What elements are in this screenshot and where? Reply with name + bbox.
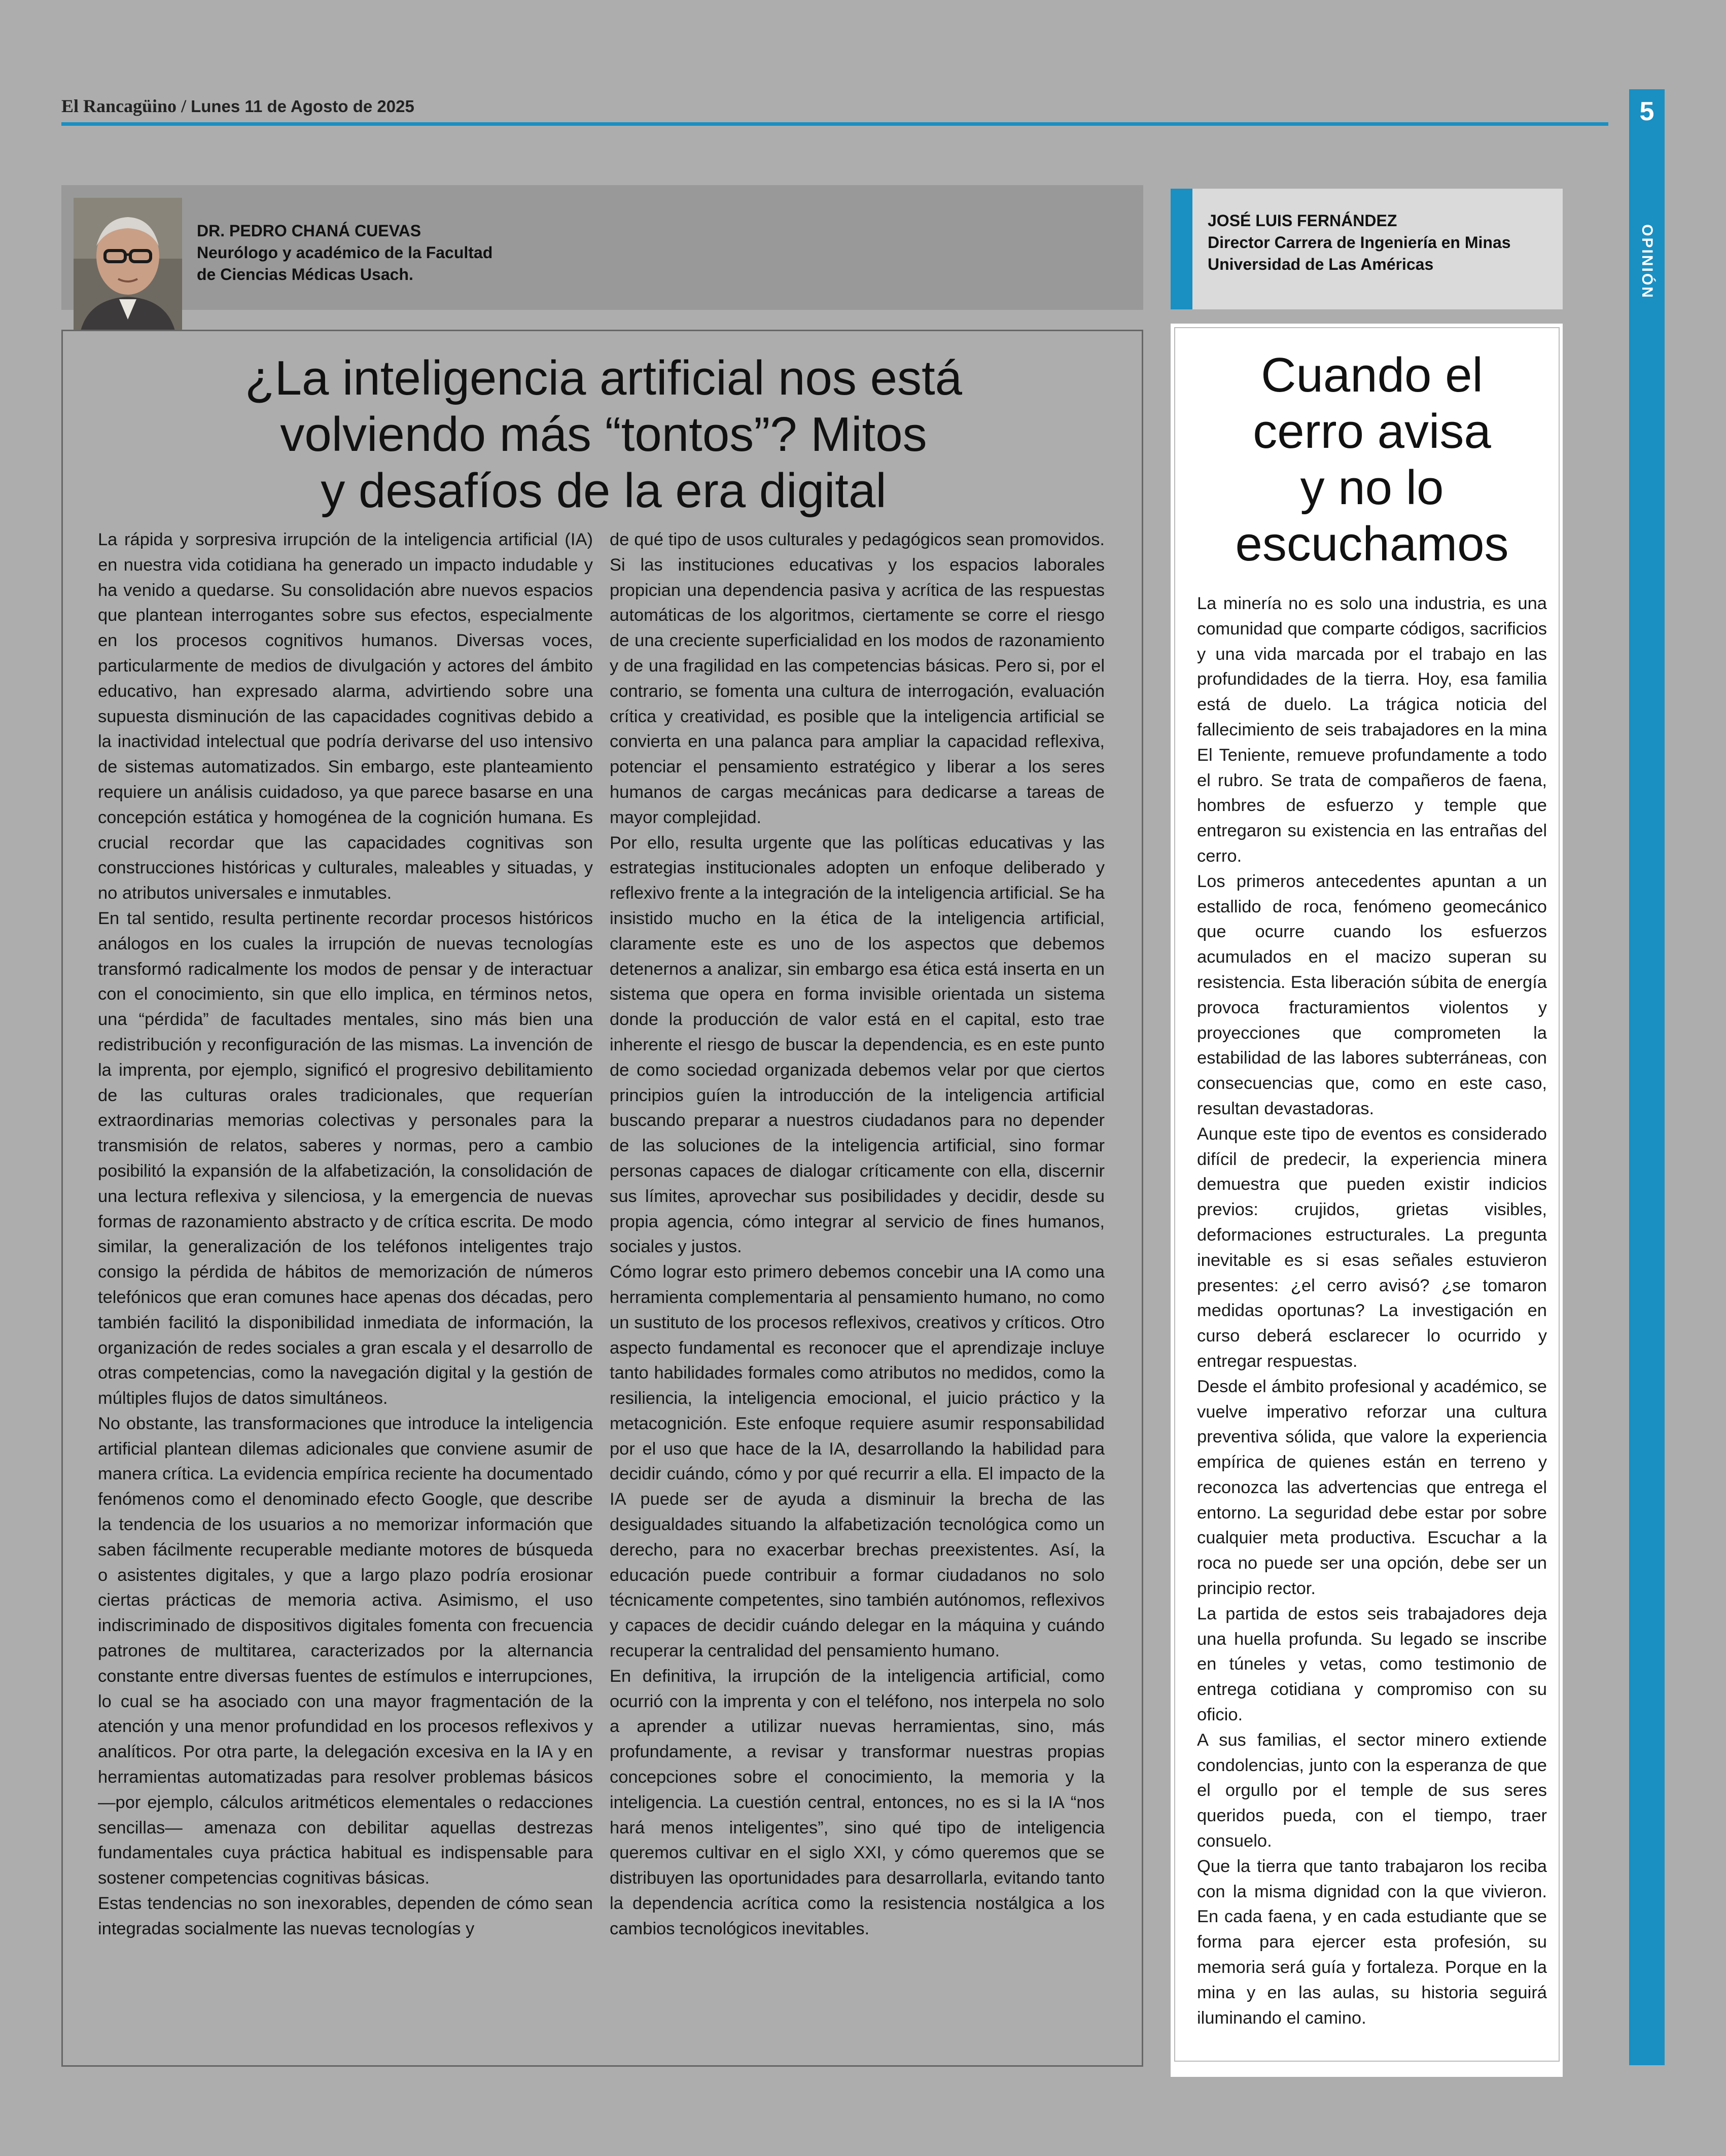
paragraph: No obstante, las transformaciones que introduce la inteligencia artificial plantean dilemas adicionales que conviene asumir de manera crítica. La evidencia empírica reciente ha documentado fenómenos como el denominado efecto Google, que describe la tendencia de los usuarios a no memorizar información que saben fácilmente recuperable mediante motores de búsqueda o asistentes digitales, y que a largo plazo podría erosionar ciertas prácticas de memoria activa. Asimismo, el uso indiscriminado de dispositivos digitales fomenta con frecuencia patrones de multitarea, caracterizados por la alternancia constante entre diversas fuentes de estímulos e interrupciones, lo cual se ha asociado con una mayor fragmentación de la atención y una menor profundidad en los procesos reflexivos y analíticos. Por otra parte, la delegación excesiva en la IA y en herramientas automatizadas para resolver problemas básicos —por ejemplo, cálculos aritméticos elementales o redacciones sencillas— amenaza con debilitar aquellas destrezas fundamentales cuya práctica habitual es indispensable para sostener competencias cognitivas básicas. (98, 1413, 593, 1888)
article-headline-left (71, 350, 1136, 519)
paragraph: Aunque este tipo de eventos es considerado difícil de predecir, la experiencia minera demuestra que pueden existir indicios previos: crujidos, grietas visibles, deformaciones estructurales. La pregunta inevitable es si esas señales estuvieron presentes: ¿el cerro avisó? ¿se tomaron medidas oportunas? La investigación en curso deberá esclarecer lo ocurrido y entregar respuestas. (1197, 1124, 1547, 1371)
author-role: Director Carrera de Ingeniería en Minas (1208, 233, 1511, 252)
paragraph: Estas tendencias no son inexorables, dependen de cómo sean integradas socialmente las nuevas tecnologías y (98, 1894, 593, 1938)
paragraph: Los primeros antecedentes apuntan a un estallido de roca, fenómeno geomecánico que ocurre cuando los esfuerzos acumulados en el macizo superan su resistencia. Esta liberación súbita de energía provoca fracturamientos violentos y proyecciones que comprometen la estabilidad de las labores subterráneas, con consecuencias que, como en este caso, resultan devastadoras. (1197, 871, 1547, 1118)
article-column-2 (610, 527, 1105, 1942)
issue-date: Lunes 11 de Agosto de 2025 (191, 97, 414, 116)
author-byline-left (197, 220, 492, 286)
newspaper-name: El Rancagüino (61, 96, 177, 116)
header-rule (61, 122, 1608, 126)
headline-line: ¿La inteligencia artificial nos está (244, 351, 963, 405)
section-side-tab (1629, 89, 1665, 2065)
author-name: JOSÉ LUIS FERNÁNDEZ (1208, 211, 1397, 230)
author-name: DR. PEDRO CHANÁ CUEVAS (197, 222, 421, 240)
masthead (61, 95, 414, 117)
article-column-right (1197, 591, 1547, 2031)
masthead-separator: / (181, 96, 187, 116)
author-role: de Ciencias Médicas Usach. (197, 265, 413, 284)
page-number: 5 (1639, 97, 1654, 126)
headline-line: volviendo más “tontos”? Mitos (280, 407, 927, 462)
headline-line: Cuando el (1261, 348, 1483, 402)
article-column-1 (98, 527, 593, 1942)
author-role: Universidad de Las Américas (1208, 255, 1434, 273)
author-role: Neurólogo y académico de la Facultad (197, 243, 493, 262)
article-headline-right (1177, 347, 1567, 572)
paragraph: Por ello, resulta urgente que las políticas educativas y las estrategias institucionales adopten un enfoque deliberado y reflexivo frente a la integración de la inteligencia artificial. Se ha insistido mucho en la ética de la inteligencia artificial, claramente este es uno de los aspectos que debemos detenernos a analizar, sin embargo esa ética está inserta en un sistema que opera en forma invisible orientada un sistema donde la producción de valor está en el capital, esto trae inherente el riesgo de buscar la dependencia, es en este punto de como sociedad organizada debemos velar por que ciertos principios guíen la introducción de la inteligencia artificial buscando preparar a nuestros ciudadanos para no depender de las soluciones de la inteligencia artificial, sino formar personas capaces de dialogar críticamente con ella, discernir sus límites, aprovechar sus posibilidades y decidir, desde su propia agencia, cómo integrar al servicio de fines humanos, sociales y justos. (610, 833, 1105, 1257)
author-portrait-image (74, 198, 182, 341)
paragraph: En definitiva, la irrupción de la inteligencia artificial, como ocurrió con la imprenta y con el teléfono, nos interpela no solo a aprender a utilizar nuevas herramientas, sino, más profundamente, a revisar y transformar nuestras propias concepciones sobre el conocimiento, la memoria y la inteligencia. La cuestión central, entonces, no es si la IA “nos hará menos inteligentes”, sino qué tipo de inteligencia queremos cultivar en el siglo XXI, y cómo queremos que se distribuyen las oportunidades para desarrollarla, evitando tanto la dependencia acrítica como la resistencia nostálgica a los cambios tecnológicos inevitables. (610, 1666, 1105, 1938)
paragraph: de qué tipo de usos culturales y pedagógicos sean promovidos. Si las instituciones educativas y los espacios laborales propician una dependencia pasiva y acrítica de las respuestas automáticas de los algoritmos, ciertamente se corre el riesgo de una creciente superficialidad en los modos de razonamiento y de una fragilidad en las competencias básicas. Pero si, por el contrario, se fomenta una cultura de interrogación, evaluación crítica y creatividad, es posible que la inteligencia artificial se convierta en una palanca para ampliar la capacidad reflexiva, potenciar el pensamiento estratégico y liberar a los seres humanos de cargas mecánicas para dedicarse a tareas de mayor complejidad. (610, 530, 1105, 827)
paragraph: La minería no es solo una industria, es una comunidad que comparte códigos, sacrificios y una vida marcada por el trabajo en las profundidades de la tierra. Hoy, esa familia está de duelo. La trágica noticia del fallecimiento de seis trabajadores en la mina El Teniente, remueve profundamente a todo el rubro. Se trata de compañeros de faena, hombres de esfuerzo y temple que entregaron su existencia en las entrañas del cerro. (1197, 594, 1547, 866)
paragraph: Desde el ámbito profesional y académico, se vuelve imperativo reforzar una cultura preventiva sólida, que valore la experiencia empírica de quienes están en terreno y reconozca las advertencias que entrega el entorno. La seguridad debe estar por sobre cualquier meta productiva. Escuchar a la roca no puede ser una opción, debe ser un principio rector. (1197, 1376, 1547, 1599)
paragraph: En tal sentido, resulta pertinente recordar procesos históricos análogos en los cuales la irrupción de nuevas tecnologías transformó radicalmente los modos de pensar y de interactuar con el conocimiento, sin que ello implica, en términos netos, una “pérdida” de facultades mentales, sino más bien una redistribución y reconfiguración de las mismas. La invención de la imprenta, por ejemplo, significó el progresivo debilitamiento de las culturas orales tradicionales, que requerían extraordinarias memorias colectivas y personales para la transmisión de relatos, saberes y normas, pero a cambio posibilitó la expansión de la alfabetización, la consolidación de una lectura reflexiva y silenciosa, y la emergencia de nuevas formas de razonamiento abstracto y de crítica escrita. De modo similar, la generalización de los teléfonos inteligentes trajo consigo la pérdida de hábitos de memorización de números telefónicos que eran comunes hace apenas dos décadas, pero también facilitó la disponibilidad inmediata de información, la organización de redes sociales a gran escala y el desarrollo de otras competencias, como la navegación digital y la gestión de múltiples flujos de datos simultáneos. (98, 908, 593, 1408)
headline-line: escuchamos (1235, 517, 1509, 571)
section-label: OPINIÓN (1639, 224, 1655, 299)
paragraph: La partida de estos seis trabajadores deja una huella profunda. Su legado se inscribe en túneles y vetas, como testimonio de entrega cotidiana y compromiso con su oficio. (1197, 1604, 1547, 1725)
paragraph: Cómo lograr esto primero debemos concebir una IA como una herramienta complementaria al pensamiento humano, no como un sustituto de los procesos reflexivos, creativos y críticos. Otro aspecto fundamental es reconocer que el aprendizaje incluye tanto habilidades formales como atributos no medidos, como la resiliencia, la inteligencia emocional, el juicio práctico y la metacognición. Este enfoque requiere asumir responsabilidad por el uso que hace de la IA, desarrollando la habilidad para decidir cuándo, cómo y por qué recurrir a ella. El impacto de la IA puede ser de ayuda a disminuir la brecha de las desigualdades situando la alfabetización tecnológica como un derecho, para no exacerbar brechas preexistentes. Así, la educación puede contribuir a formar ciudadanos no solo técnicamente competentes, sino también autónomos, reflexivos y capaces de decidir cuándo delegar en la máquina y cuándo recuperar la centralidad del pensamiento humano. (610, 1262, 1105, 1661)
paragraph: A sus familias, el sector minero extiende condolencias, junto con la esperanza de que el orgullo por el temple de sus seres queridos pueda, con el tiempo, traer consuelo. (1197, 1730, 1547, 1851)
author-photo (74, 198, 182, 341)
headline-line: y desafíos de la era digital (321, 464, 887, 518)
paragraph: Que la tierra que tanto trabajaron los reciba con la misma dignidad con la que vivieron. En cada faena, y en cada estudiante que se forma para ejercer esta profesión, su memoria será guía y fortaleza. Porque en la mina y en las aulas, su historia seguirá iluminando el camino. (1197, 1856, 1547, 2028)
paragraph: La rápida y sorpresiva irrupción de la inteligencia artificial (IA) en nuestra vida cotidiana ha generado un impacto indudable y ha venido a quedarse. Su consolidación abre nuevos espacios que plantean interrogantes sobre sus efectos, especialmente en los procesos cognitivos humanos. Diversas voces, particularmente de medios de divulgación y actores del ámbito educativo, han expresado alarma, advirtiendo sobre una supuesta disminución de las capacidades cognitivas debido a la inactividad intelectual que podría derivarse del uso intensivo de sistemas automatizados. Sin embargo, este planteamiento requiere un análisis cuidadoso, ya que parece basarse en una concepción estática y homogénea de la cognición humana. Es crucial recordar que las capacidades cognitivas son construcciones históricas y culturales, maleables y situadas, y no atributos universales e inmutables. (98, 530, 593, 903)
headline-line: y no lo (1300, 461, 1444, 515)
author-box-accent (1171, 189, 1192, 309)
headline-line: cerro avisa (1253, 404, 1491, 458)
author-byline-right (1208, 210, 1511, 275)
